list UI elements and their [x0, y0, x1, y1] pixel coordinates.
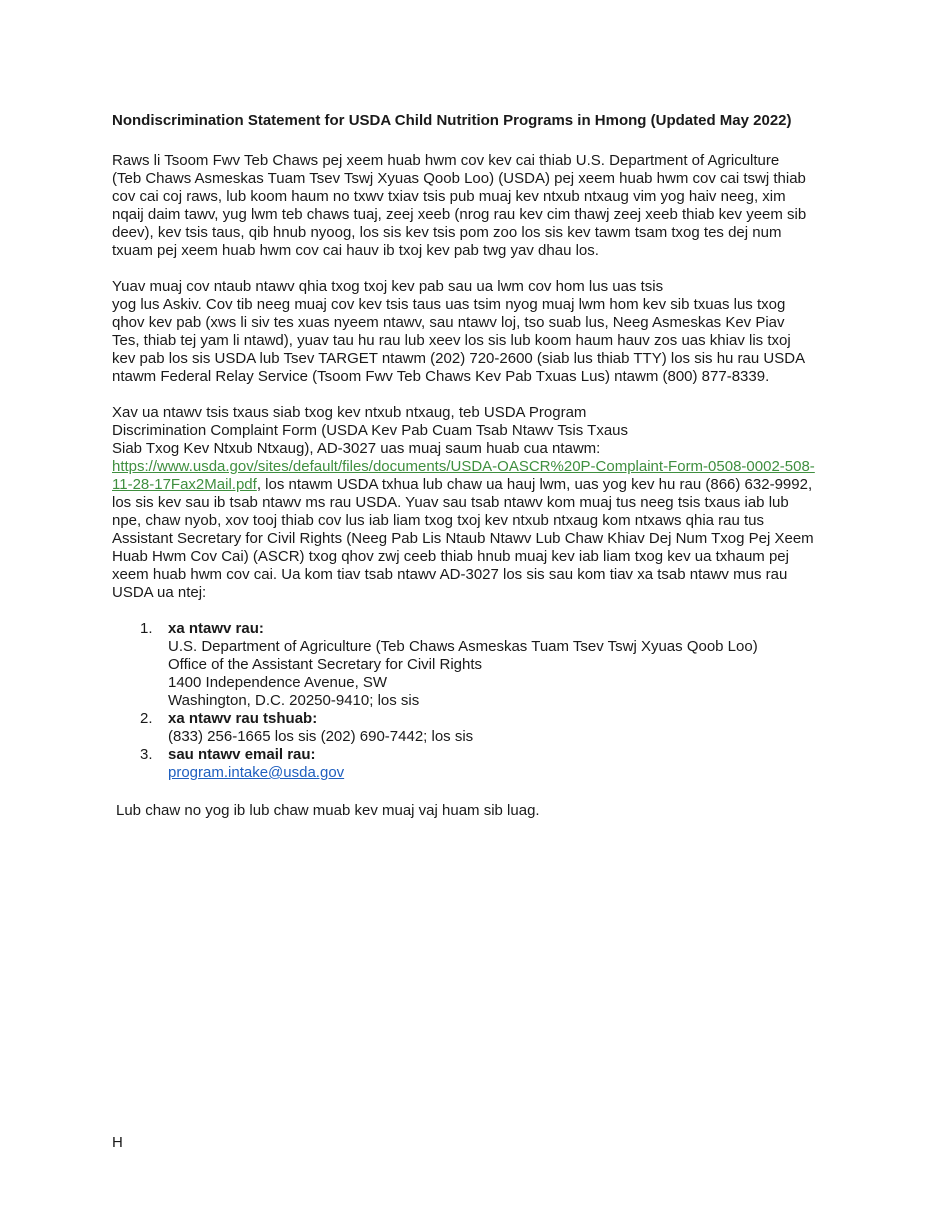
text-line: Huab Hwm Cov Cai) (ASCR) txog qhov zwj ceeb thiab hnub muaj kev iab liam txog kev ua txhaum pej [112, 548, 789, 565]
paragraph-complaint [112, 404, 842, 602]
address-line: Washington, D.C. 20250-9410; los sis [168, 692, 420, 709]
page-footer: H [112, 1134, 123, 1151]
text-line: qhov kev pab (xws li siv tes xuas nyeem ntawv, sau ntawv loj, tso suab lus, Neeg Asmeskas Kev Piav [112, 314, 785, 331]
list-number: 2. [140, 710, 153, 727]
address-line: Office of the Assistant Secretary for Civil Rights [168, 656, 483, 673]
email-link[interactable]: program.intake@usda.gov [168, 764, 345, 781]
text-line: los sis kev sau ib tsab ntawv ms rau USDA. Yuav sau tsab ntawv kom muaj tus neeg tsis txaus iab lub [112, 494, 789, 511]
address-line: 1400 Independence Avenue, SW [168, 674, 388, 691]
list-heading: xa ntawv rau tshuab: [168, 710, 318, 727]
text-line: Raws li Tsoom Fwv Teb Chaws pej xeem huab hwm cov kev cai thiab U.S. Department of Agriculture [112, 152, 780, 169]
text-line: Xav ua ntawv tsis txaus siab txog kev ntxub ntxaug, teb USDA Program [112, 404, 587, 421]
complaint-form-link-continued[interactable]: 11-28-17Fax2Mail.pdf [112, 476, 257, 493]
paragraph-language-access [112, 278, 842, 386]
paragraph-nondiscrimination [112, 152, 842, 260]
document-title: Nondiscrimination Statement for USDA Child Nutrition Programs in Hmong (Updated May 2022) [112, 112, 792, 129]
text-line: ntawm Federal Relay Service (Tsoom Fwv Teb Chaws Kev Pab Txuas Lus) ntawm (800) 877-8339. [112, 368, 770, 385]
text-line: nqaij daim tawv, yug lwm teb chaws tuaj, zeej xeeb (nrog rau kev cim thawj zeej xeeb thiab kev yeem sib [112, 206, 807, 223]
text-line: deev), kev tsis taus, qib hnub nyoog, los sis kev tsis pom zoo los sis kev tawm tsam txog tes dej num [112, 224, 782, 241]
text-line: USDA ua ntej: [112, 584, 207, 601]
list-heading: sau ntawv email rau: [168, 746, 316, 763]
text-line: Tes, thiab tej yam li ntawd), yuav tau hu rau lub xeev los sis lub koom haum hauv zos uas khiav lis txoj [112, 332, 791, 349]
text-line: npe, chaw nyob, xov tooj thiab cov lus iab liam txog txoj kev ntxub ntxaug kom ntxaws qhia rau tus [112, 512, 765, 529]
text-line: txuam pej xeem huab hwm cov cai hauv ib txoj kev pab twg yav dhau los. [112, 242, 599, 259]
text-line: (Teb Chaws Asmeskas Tuam Tsev Tswj Xyuas Qoob Loo) (USDA) pej xeem huab hwm cov cai tswj thiab [112, 170, 806, 187]
submission-methods-list [112, 620, 842, 782]
list-item-fax [112, 710, 842, 746]
text-line: Assistant Secretary for Civil Rights (Neeg Pab Lis Ntaub Ntawv Lub Chaw Khiav Dej Num Txog Pej Xeem [112, 530, 814, 547]
text-line: kev pab los sis USDA lub Tsev TARGET ntawm (202) 720-2600 (siab lus thiab TTY) los sis hu rau USDA [112, 350, 806, 367]
fax-numbers: (833) 256-1665 los sis (202) 690-7442; los sis [168, 728, 474, 745]
text-line: cov cai coj raws, lub koom haum no txwv txiav tsis pub muaj kev ntxub ntxaug vim yog haiv neeg, xim [112, 188, 786, 205]
text-line [112, 476, 842, 494]
text-line: Siab Txog Kev Ntxub Ntxaug), AD-3027 uas muaj saum huab cua ntawm: [112, 440, 601, 457]
list-item-mail [112, 620, 842, 710]
text-line: yog lus Askiv. Cov tib neeg muaj cov kev tsis taus uas tsim nyog muaj lwm hom kev sib txuas lus txog [112, 296, 786, 313]
list-item-email [112, 746, 842, 782]
list-heading: xa ntawv rau: [168, 620, 264, 637]
list-number: 3. [140, 746, 153, 763]
text-line: Yuav muaj cov ntaub ntawv qhia txog txoj kev pab sau ua lwm cov hom lus uas tsis [112, 278, 664, 295]
text-line [112, 458, 842, 476]
complaint-form-link[interactable]: https://www.usda.gov/sites/default/files/documents/USDA-OASCR%20P-Complaint-Form-0508-0002-508- [112, 458, 815, 475]
document-body [112, 112, 842, 820]
text-line: Discrimination Complaint Form (USDA Kev Pab Cuam Tsab Ntawv Tsis Txaus [112, 422, 629, 439]
text-line: xeem huab hwm cov cai. Ua kom tiav tsab ntawv AD-3027 los sis sau kom tiav xa tsab ntawv mus rau [112, 566, 788, 583]
equal-opportunity-statement: Lub chaw no yog ib lub chaw muab kev muaj vaj huam sib luag. [116, 802, 540, 819]
address-line: U.S. Department of Agriculture (Teb Chaws Asmeskas Tuam Tsev Tswj Xyuas Qoob Loo) [168, 638, 758, 655]
list-number: 1. [140, 620, 153, 637]
link-tail-text: , los ntawm USDA txhua lub chaw ua hauj lwm, uas yog kev hu rau (866) 632-9992, [256, 476, 813, 493]
